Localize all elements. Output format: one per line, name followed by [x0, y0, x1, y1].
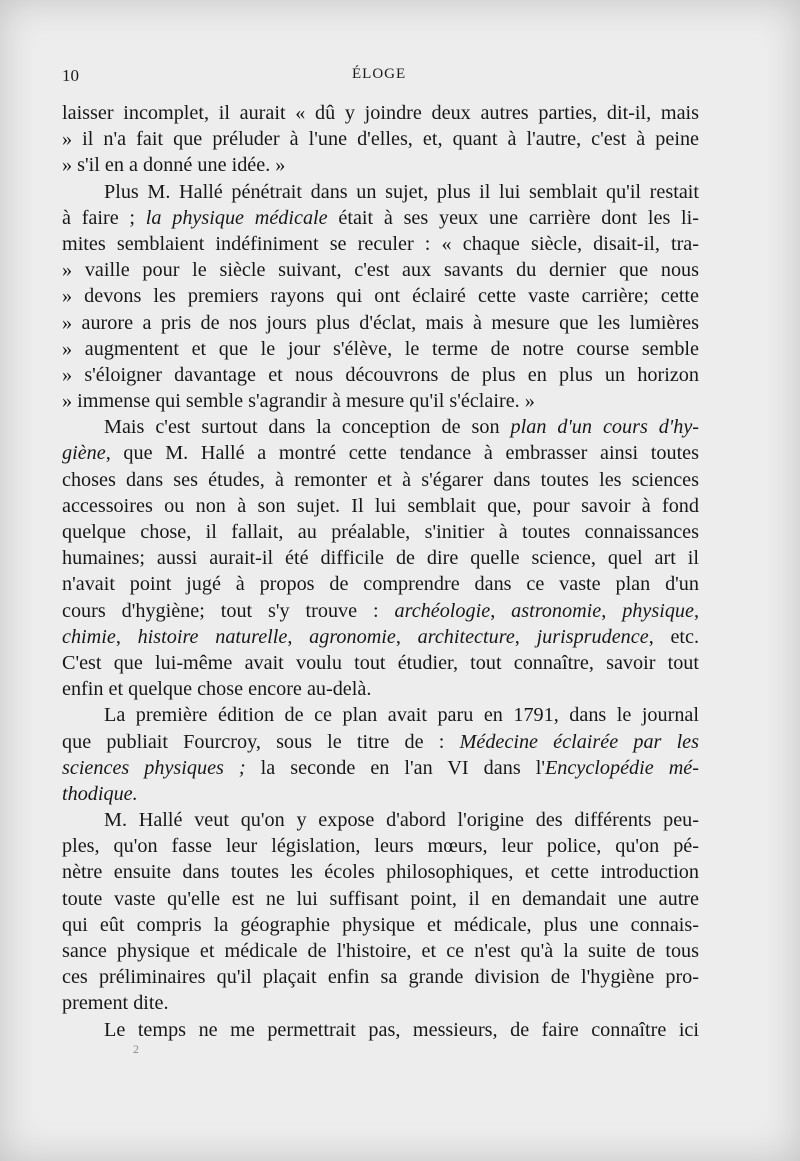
- text-segment: ples, qu'on fasse leur législation, leurs mœurs, leur police, qu'on pé-: [62, 835, 699, 858]
- italic-text: la physique médicale: [145, 206, 328, 229]
- text-line: [62, 231, 699, 257]
- text-segment: n'avait point jugé à propos de comprendre dans ce vaste plan d'un: [62, 573, 699, 596]
- text-line: [62, 964, 699, 990]
- text-segment: ,: [601, 599, 623, 622]
- text-segment: sance physique et médicale de l'histoire, et ce n'est qu'à la suite de tous: [62, 940, 699, 962]
- running-head: ÉLOGE: [352, 66, 407, 82]
- text-segment: était à ses yeux une carrière dont les li-: [327, 206, 699, 229]
- body-text: [62, 100, 699, 1043]
- text-segment: » s'il en a donné une idée. »: [62, 154, 286, 177]
- text-segment: qui eût compris la géographie physique et médicale, plus une connais-: [62, 913, 699, 936]
- text-segment: ,: [115, 625, 138, 648]
- text-line: [62, 179, 699, 205]
- italic-text: astronomie: [511, 599, 602, 622]
- text-segment: enfin et quelque chose encore au-delà.: [62, 678, 372, 701]
- italic-text: chimie: [62, 625, 116, 648]
- text-segment: mites semblaient indéfiniment se reculer : « chaque siècle, disait-il, tra-: [62, 232, 699, 255]
- page-header: [62, 66, 662, 88]
- italic-text: thodique.: [62, 782, 138, 805]
- text-line: [62, 781, 699, 807]
- text-segment: laisser incomplet, il aurait « dû y joindre deux autres parties, dit-il, mais: [62, 102, 699, 124]
- text-line: [62, 205, 699, 231]
- text-line: [62, 152, 699, 178]
- text-line: [62, 493, 699, 519]
- text-line: [62, 729, 699, 755]
- text-segment: Plus M. Hallé pénétrait dans un sujet, plus il lui semblait qu'il restait: [104, 180, 699, 203]
- italic-text: agronomie: [309, 625, 396, 648]
- text-segment: C'est que lui-même avait voulu tout étudier, tout connaître, savoir tout: [62, 651, 699, 674]
- text-line: [62, 388, 699, 414]
- text-line: [62, 519, 699, 545]
- text-segment: humaines; aussi aurait-il été difficile de dire quelle science, quel art il: [62, 547, 699, 570]
- text-line: [62, 938, 699, 964]
- text-line: [62, 807, 699, 833]
- italic-text: Encyclopédie mé-: [544, 756, 699, 779]
- text-segment: » il n'a fait que préluder à l'une d'elles, et, quant à l'autre, c'est à peine: [62, 128, 699, 151]
- text-segment: cours d'hygiène; tout s'y trouve :: [62, 599, 395, 622]
- text-line: [62, 283, 699, 309]
- text-line: [62, 126, 699, 152]
- text-segment: ces préliminaires qu'il plaçait enfin sa grande division de l'hygiène pro-: [62, 966, 699, 989]
- text-segment: Mais c'est surtout dans la conception de son: [104, 416, 511, 439]
- text-segment: , etc.: [648, 625, 700, 648]
- text-segment: » augmentent et que le jour s'élève, le terme de notre course semble: [62, 337, 699, 360]
- text-line: [62, 990, 699, 1016]
- italic-text: archéologie: [394, 599, 491, 622]
- text-segment: choses dans ses études, à remonter et à s'égarer dans toutes les sciences: [62, 468, 699, 491]
- text-segment: » s'éloigner davantage et nous découvrons de plus en plus un horizon: [62, 363, 699, 386]
- text-segment: ,: [490, 599, 512, 622]
- text-segment: Le temps ne me permettrait pas, messieurs, de faire connaître ici: [104, 1018, 699, 1041]
- text-line: [62, 859, 699, 885]
- text-segment: que publiait Fourcroy, sous le titre de :: [62, 730, 460, 753]
- text-segment: » devons les premiers rayons qui ont éclairé cette vaste carrière; cette: [62, 285, 699, 308]
- text-segment: nètre ensuite dans toutes les écoles philosophiques, et cette introduction: [62, 861, 699, 884]
- text-segment: La première édition de ce plan avait paru en 1791, dans le journal: [104, 704, 699, 727]
- italic-text: physique: [622, 599, 694, 622]
- text-line: [62, 571, 699, 597]
- text-segment: » aurore a pris de nos jours plus d'éclat, mais à mesure que les lumières: [62, 311, 699, 334]
- text-line: [62, 310, 699, 336]
- text-line: [62, 624, 699, 650]
- text-line: [62, 755, 699, 781]
- page-number: 10: [62, 66, 79, 85]
- text-line: [62, 336, 699, 362]
- text-segment: la seconde en l'an VI dans l': [245, 756, 545, 779]
- text-line: [62, 886, 699, 912]
- text-line: [62, 100, 699, 126]
- text-line: [62, 912, 699, 938]
- text-segment: ,: [514, 625, 537, 648]
- text-segment: ,: [287, 625, 310, 648]
- text-segment: toute vaste qu'elle est ne lui suffisant point, il en demandait une autre: [62, 887, 699, 910]
- italic-text: sciences physiques ;: [62, 756, 246, 779]
- text-line: [62, 650, 699, 676]
- text-segment: ,: [395, 625, 418, 648]
- text-line: [62, 440, 699, 466]
- text-segment: » immense qui semble s'agrandir à mesure qu'il s'éclaire. »: [62, 390, 535, 413]
- italic-text: histoire naturelle: [137, 625, 288, 648]
- text-line: [62, 362, 699, 388]
- italic-text: plan d'un cours d'hy-: [510, 416, 699, 439]
- italic-text: architecture: [417, 625, 515, 648]
- text-segment: accessoires ou non à son sujet. Il lui semblait que, pour savoir à fond: [62, 494, 699, 517]
- italic-text: Médecine éclairée par les: [459, 730, 699, 753]
- text-line: [62, 545, 699, 571]
- text-line: [62, 702, 699, 728]
- text-line: [62, 467, 699, 493]
- text-line: [62, 598, 699, 624]
- text-segment: quelque chose, il fallait, au préalable, s'initier à toutes connaissances: [62, 521, 699, 543]
- italic-text: giène,: [62, 442, 111, 465]
- text-segment: ,: [693, 599, 700, 622]
- text-line: [62, 257, 699, 283]
- signature-mark: 2: [133, 1042, 139, 1056]
- italic-text: jurisprudence: [536, 625, 649, 648]
- text-line: [62, 833, 699, 859]
- text-segment: que M. Hallé a montré cette tendance à embrasser ainsi toutes: [110, 442, 699, 465]
- text-line: [62, 676, 699, 702]
- text-segment: M. Hallé veut qu'on y expose d'abord l'origine des différents peu-: [104, 809, 699, 832]
- text-line: [62, 414, 699, 440]
- text-segment: prement dite.: [62, 992, 169, 1015]
- text-segment: à faire ;: [62, 206, 146, 229]
- text-segment: » vaille pour le siècle suivant, c'est aux savants du dernier que nous: [62, 259, 699, 282]
- text-line: [62, 1017, 699, 1043]
